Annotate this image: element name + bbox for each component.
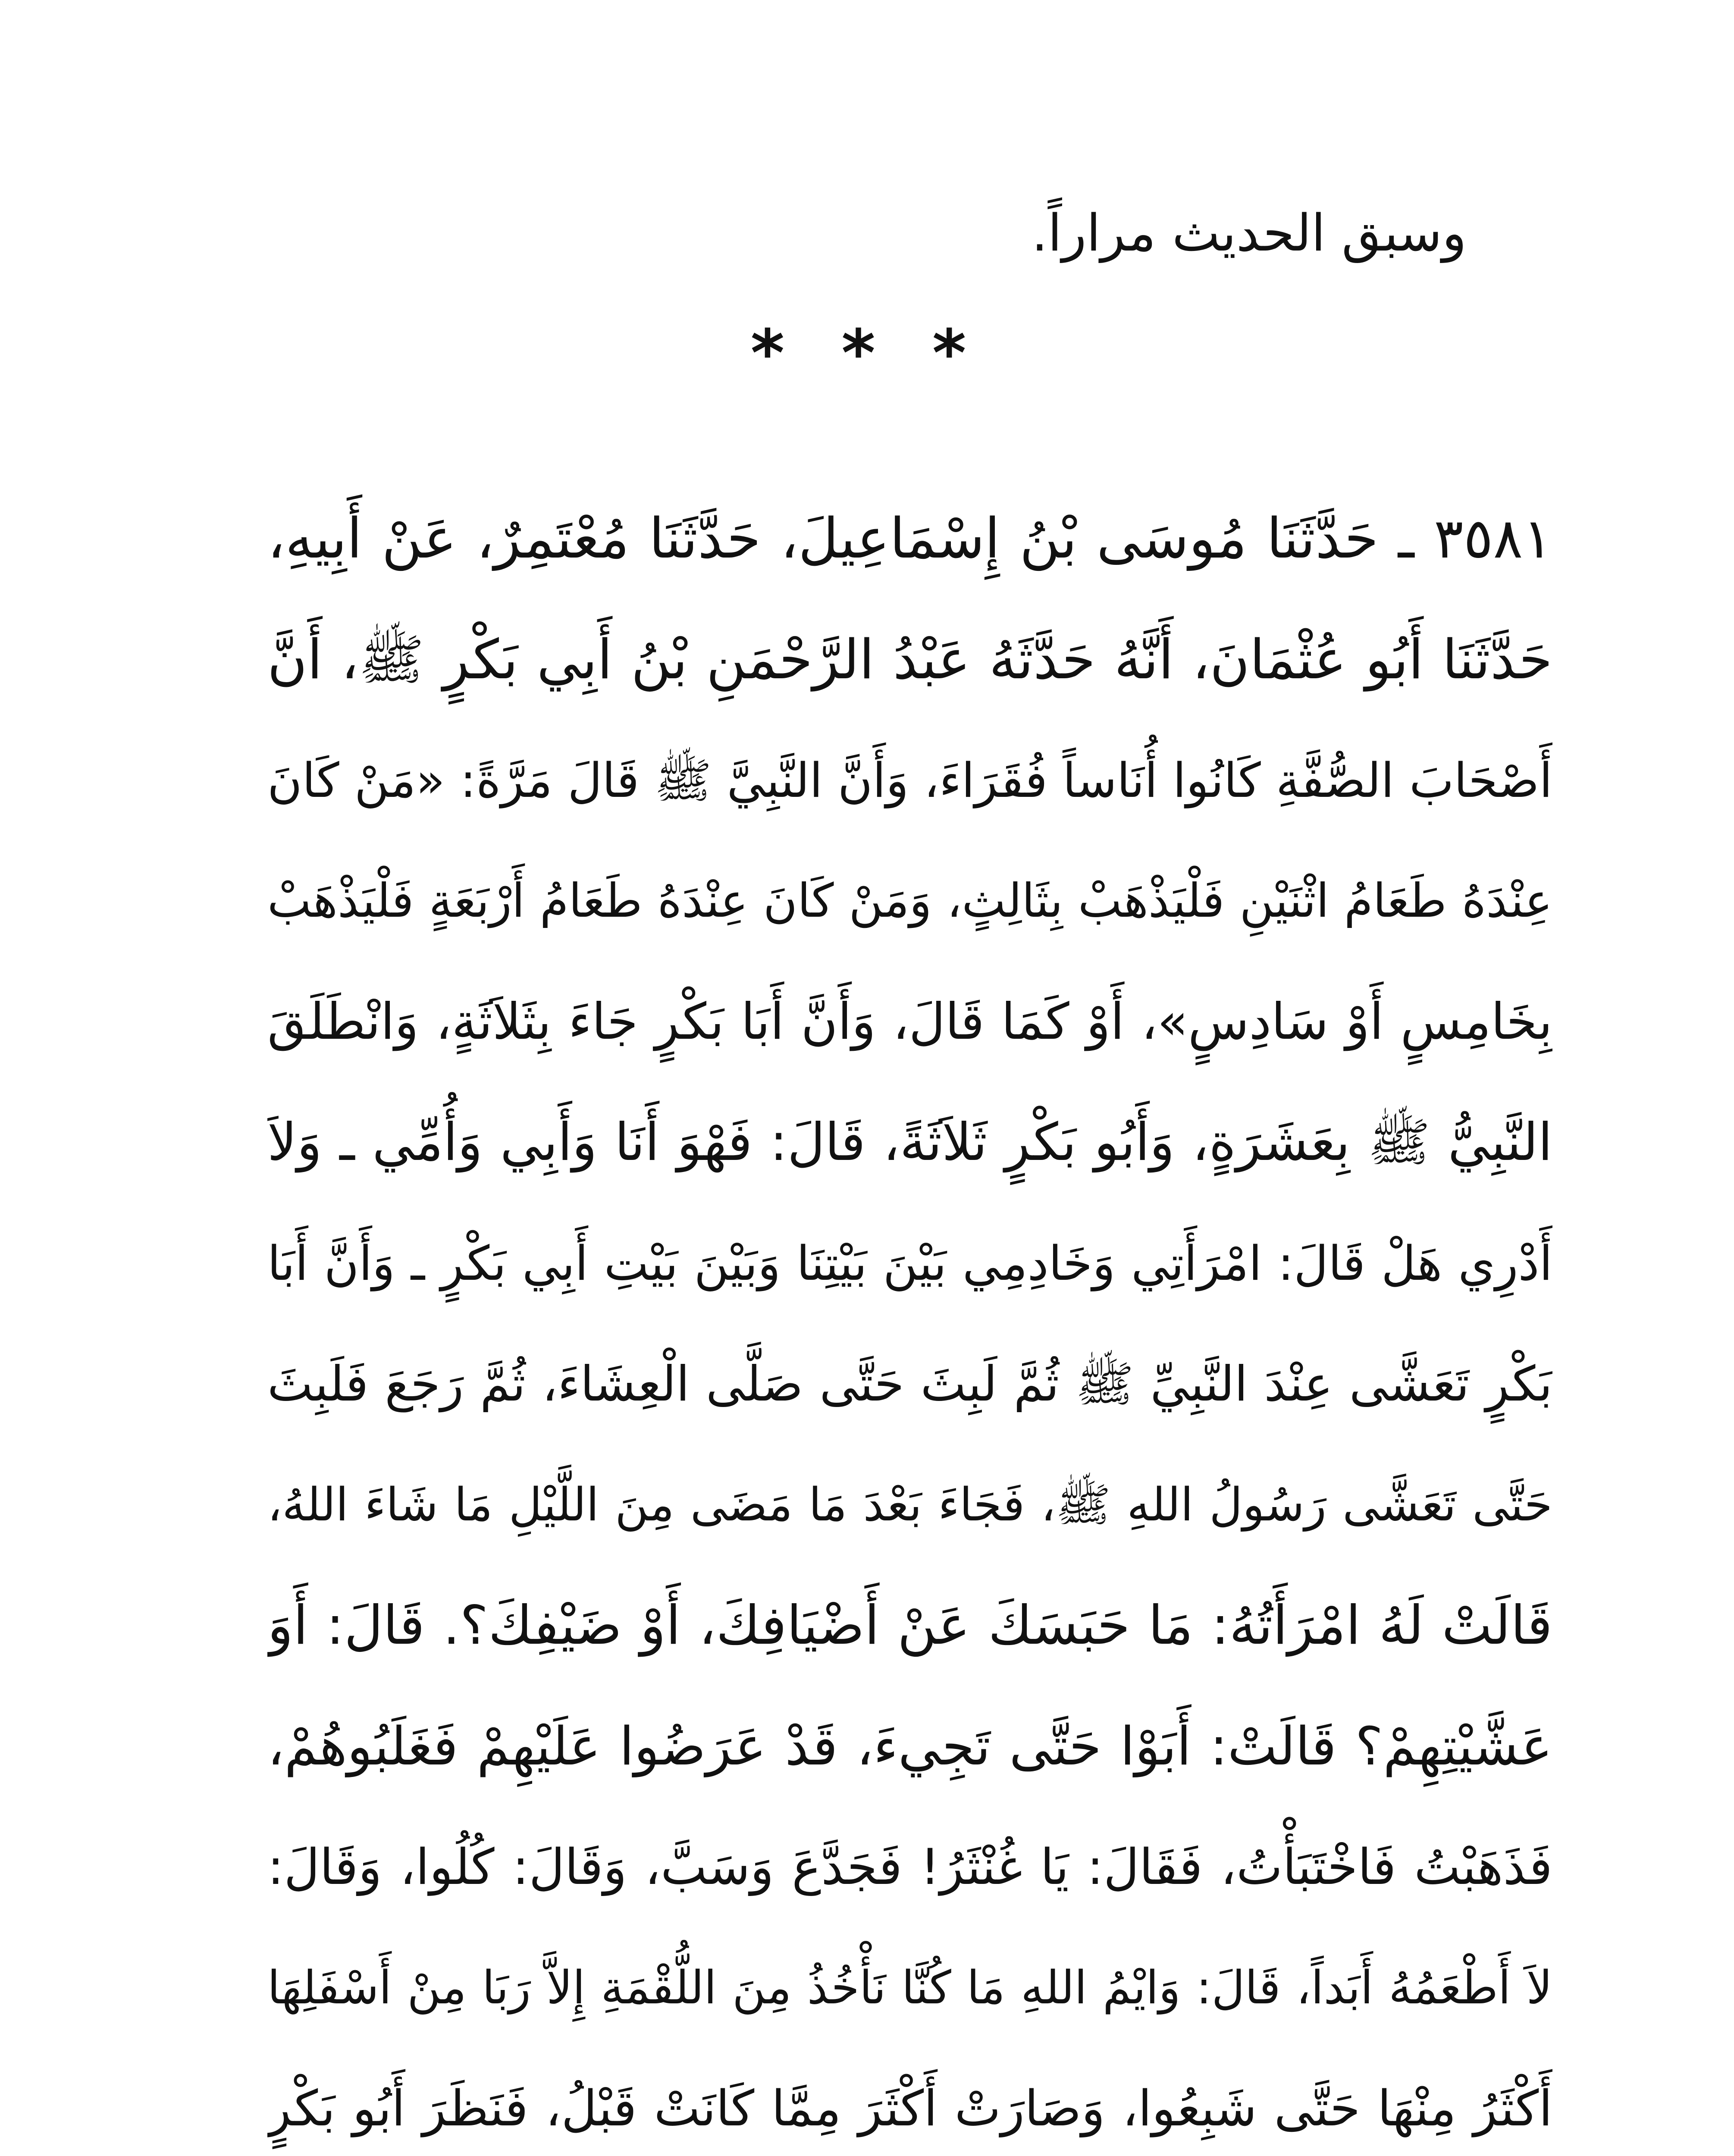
text-line: لاَ أَطْعَمُهُ أَبَداً، قَالَ: وَايْمُ اللهِ مَا كُنَّا نَأْخُذُ مِنَ اللُّقْمَةِ إِلاَّ رَبَا مِنْ أَسْفَلِهَا [267,1961,1552,2014]
text-line: عِنْدَهُ طَعَامُ اثْنَيْنِ فَلْيَذْهَبْ بِثَالِثٍ، وَمَنْ كَانَ عِنْدَهُ طَعَامُ أَرْبَعَةٍ فَلْيَذْهَبْ [267,874,1552,928]
intro-note: وسبق الحديث مراراً. [1032,203,1467,263]
text-line: ٣٥٨١ ـ حَدَّثَنَا مُوسَى بْنُ إِسْمَاعِيلَ، حَدَّثَنَا مُعْتَمِرٌ، عَنْ أَبِيهِ، [267,507,1552,571]
text-line: النَّبِيُّ ﷺ بِعَشَرَةٍ، وَأَبُو بَكْرٍ ثَلاَثَةً، قَالَ: فَهْوَ أَنَا وَأَبِي وَأُمِّي ـ وَلاَ [267,1112,1552,1172]
text-line: عَشَّيْتِهِمْ؟ قَالَتْ: أَبَوْا حَتَّى تَجِيءَ، قَدْ عَرَضُوا عَلَيْهِمْ فَغَلَبُوهُمْ، [267,1716,1552,1777]
section-separator: * * * [750,316,984,391]
hadith-text [267,479,1552,2156]
text-line: حَتَّى تَعَشَّى رَسُولُ اللهِ ﷺ، فَجَاءَ بَعْدَ مَا مَضَى مِنَ اللَّيْلِ مَا شَاءَ اللهُ، [267,1478,1552,1531]
text-line: بَكْرٍ تَعَشَّى عِنْدَ النَّبِيِّ ﷺ ثُمَّ لَبِثَ حَتَّى صَلَّى الْعِشَاءَ، ثُمَّ رَجَعَ فَلَبِثَ [267,1356,1552,1412]
text-line: قَالَتْ لَهُ امْرَأَتُهُ: مَا حَبَسَكَ عَنْ أَضْيَافِكَ، أَوْ ضَيْفِكَ؟. قَالَ: أَوَ [267,1595,1552,1657]
text-line: فَذَهَبْتُ فَاخْتَبَأْتُ، فَقَالَ: يَا غُنْثَرُ! فَجَدَّعَ وَسَبَّ، وَقَالَ: كُلُوا، وَقَالَ: [267,1838,1552,1896]
text-line: حَدَّثَنَا أَبُو عُثْمَانَ، أَنَّهُ حَدَّثَهُ عَبْدُ الرَّحْمَنِ بْنُ أَبِي بَكْرٍ ﷺ، أَنَّ [267,628,1552,691]
text-line: أَدْرِي هَلْ قَالَ: امْرَأَتِي وَخَادِمِي بَيْنَ بَيْتِنَا وَبَيْنَ بَيْتِ أَبِي بَكْرٍ ـ وَأَنَّ أَبَا [267,1236,1552,1291]
text-line: بِخَامِسٍ أَوْ سَادِسٍ»، أَوْ كَمَا قَالَ، وَأَنَّ أَبَا بَكْرٍ جَاءَ بِثَلاَثَةٍ، وَانْطَلَقَ [267,993,1552,1051]
text-line: أَصْحَابَ الصُّفَّةِ كَانُوا أُنَاساً فُقَرَاءَ، وَأَنَّ النَّبِيَّ ﷺ قَالَ مَرَّةً: «مَنْ كَانَ [267,753,1552,808]
text-line: أَكْثَرُ مِنْهَا حَتَّى شَبِعُوا، وَصَارَتْ أَكْثَرَ مِمَّا كَانَتْ قَبْلُ، فَنَظَرَ أَبُو بَكْرٍ [267,2080,1552,2137]
